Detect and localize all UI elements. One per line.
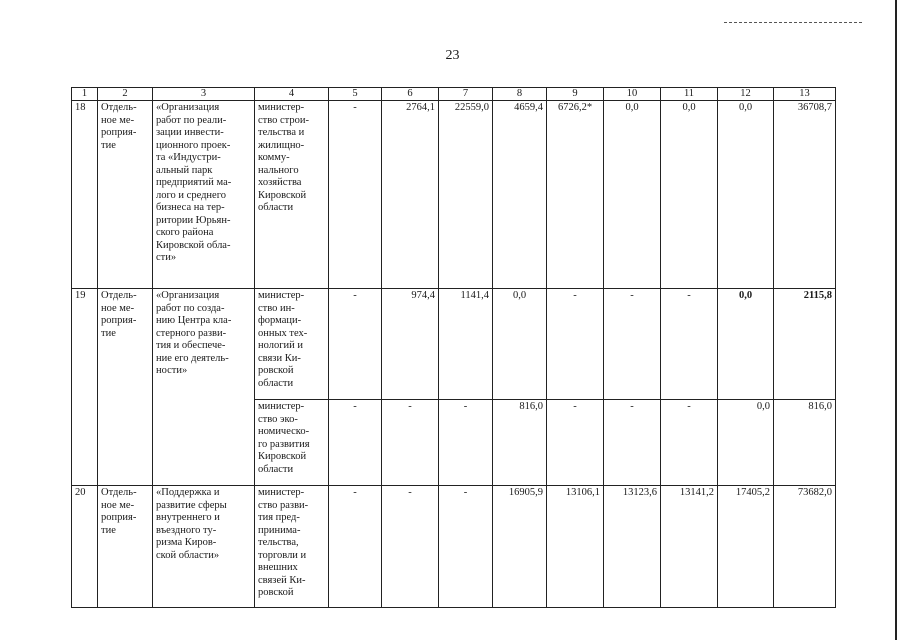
cell-col13: 73682,0 xyxy=(774,486,836,608)
col-header-1: 1 xyxy=(72,88,98,101)
col-header-3: 3 xyxy=(153,88,255,101)
cell-col9: 13106,1 xyxy=(547,486,604,608)
cell-col10: - xyxy=(604,289,661,400)
top-rule-line xyxy=(724,22,862,23)
cell-col7: - xyxy=(439,486,493,608)
cell-col5: - xyxy=(329,400,382,486)
cell-col5: - xyxy=(329,486,382,608)
col-header-4: 4 xyxy=(255,88,329,101)
cell-col8: 0,0 xyxy=(493,289,547,400)
cell-col9: 6726,2* xyxy=(547,101,604,289)
cell-col7: - xyxy=(439,400,493,486)
measure-type: Отдель- ное ме- роприя- тие xyxy=(98,101,153,289)
col-header-13: 13 xyxy=(774,88,836,101)
col-header-6: 6 xyxy=(382,88,439,101)
table-row-20 xyxy=(72,486,836,608)
cell-col8: 16905,9 xyxy=(493,486,547,608)
measure-type: Отдель- ное ме- роприя- тие xyxy=(98,289,153,486)
col-header-10: 10 xyxy=(604,88,661,101)
col-header-9: 9 xyxy=(547,88,604,101)
row-number: 20 xyxy=(72,486,98,608)
col-header-11: 11 xyxy=(661,88,718,101)
cell-col13: 816,0 xyxy=(774,400,836,486)
row-number: 19 xyxy=(72,289,98,486)
cell-col12: 0,0 xyxy=(718,289,774,400)
cell-col9: - xyxy=(547,400,604,486)
cell-col6: 2764,1 xyxy=(382,101,439,289)
cell-col12: 0,0 xyxy=(718,400,774,486)
column-number-row xyxy=(72,88,836,101)
cell-col11: 0,0 xyxy=(661,101,718,289)
page-edge-bar xyxy=(895,0,897,640)
cell-col7: 1141,4 xyxy=(439,289,493,400)
cell-col10: 13123,6 xyxy=(604,486,661,608)
cell-col8: 816,0 xyxy=(493,400,547,486)
page-number: 23 xyxy=(445,48,460,63)
cell-col6: - xyxy=(382,486,439,608)
executor: министер- ство эко- номическо- го развития Кировской области xyxy=(255,400,329,486)
executor: министер- ство строи- тельства и жилищно- комму- нального хозяйства Кировской области xyxy=(255,101,329,289)
table-row-19 xyxy=(72,289,836,400)
cell-col12: 17405,2 xyxy=(718,486,774,608)
executor: министер- ство разви- тия пред- принима- тельства, торговли и внешних связей Ки- ровской xyxy=(255,486,329,608)
measure-name: «Поддержка и развитие сферы внутреннего и въездного ту- ризма Киров- ской области» xyxy=(153,486,255,608)
row-number: 18 xyxy=(72,101,98,289)
cell-col7: 22559,0 xyxy=(439,101,493,289)
cell-col9: - xyxy=(547,289,604,400)
executor: министер- ство ин- формаци- онных тех- нологий и связи Ки- ровской области xyxy=(255,289,329,400)
cell-col6: - xyxy=(382,400,439,486)
cell-col5: - xyxy=(329,101,382,289)
cell-col11: - xyxy=(661,289,718,400)
col-header-5: 5 xyxy=(329,88,382,101)
cell-col11: - xyxy=(661,400,718,486)
table-row-18 xyxy=(72,101,836,289)
cell-col6: 974,4 xyxy=(382,289,439,400)
budget-table xyxy=(71,87,836,608)
cell-col12: 0,0 xyxy=(718,101,774,289)
measure-type: Отдель- ное ме- роприя- тие xyxy=(98,486,153,608)
measure-name: «Организация работ по реали- зации инвести- ционного проек- та «Индустри- альный парк предприятий ма- лого и среднего бизнеса на тер- ритории Юрьян- ского района Кировской обла- сти» xyxy=(153,101,255,289)
col-header-2: 2 xyxy=(98,88,153,101)
col-header-8: 8 xyxy=(493,88,547,101)
cell-col10: - xyxy=(604,400,661,486)
cell-col5: - xyxy=(329,289,382,400)
col-header-12: 12 xyxy=(718,88,774,101)
cell-col13: 36708,7 xyxy=(774,101,836,289)
cell-col8: 4659,4 xyxy=(493,101,547,289)
measure-name: «Организация работ по созда- нию Центра кла- стерного разви- тия и обеспече- ние его деятель- ности» xyxy=(153,289,255,486)
cell-col13: 2115,8 xyxy=(774,289,836,400)
cell-col10: 0,0 xyxy=(604,101,661,289)
col-header-7: 7 xyxy=(439,88,493,101)
cell-col11: 13141,2 xyxy=(661,486,718,608)
